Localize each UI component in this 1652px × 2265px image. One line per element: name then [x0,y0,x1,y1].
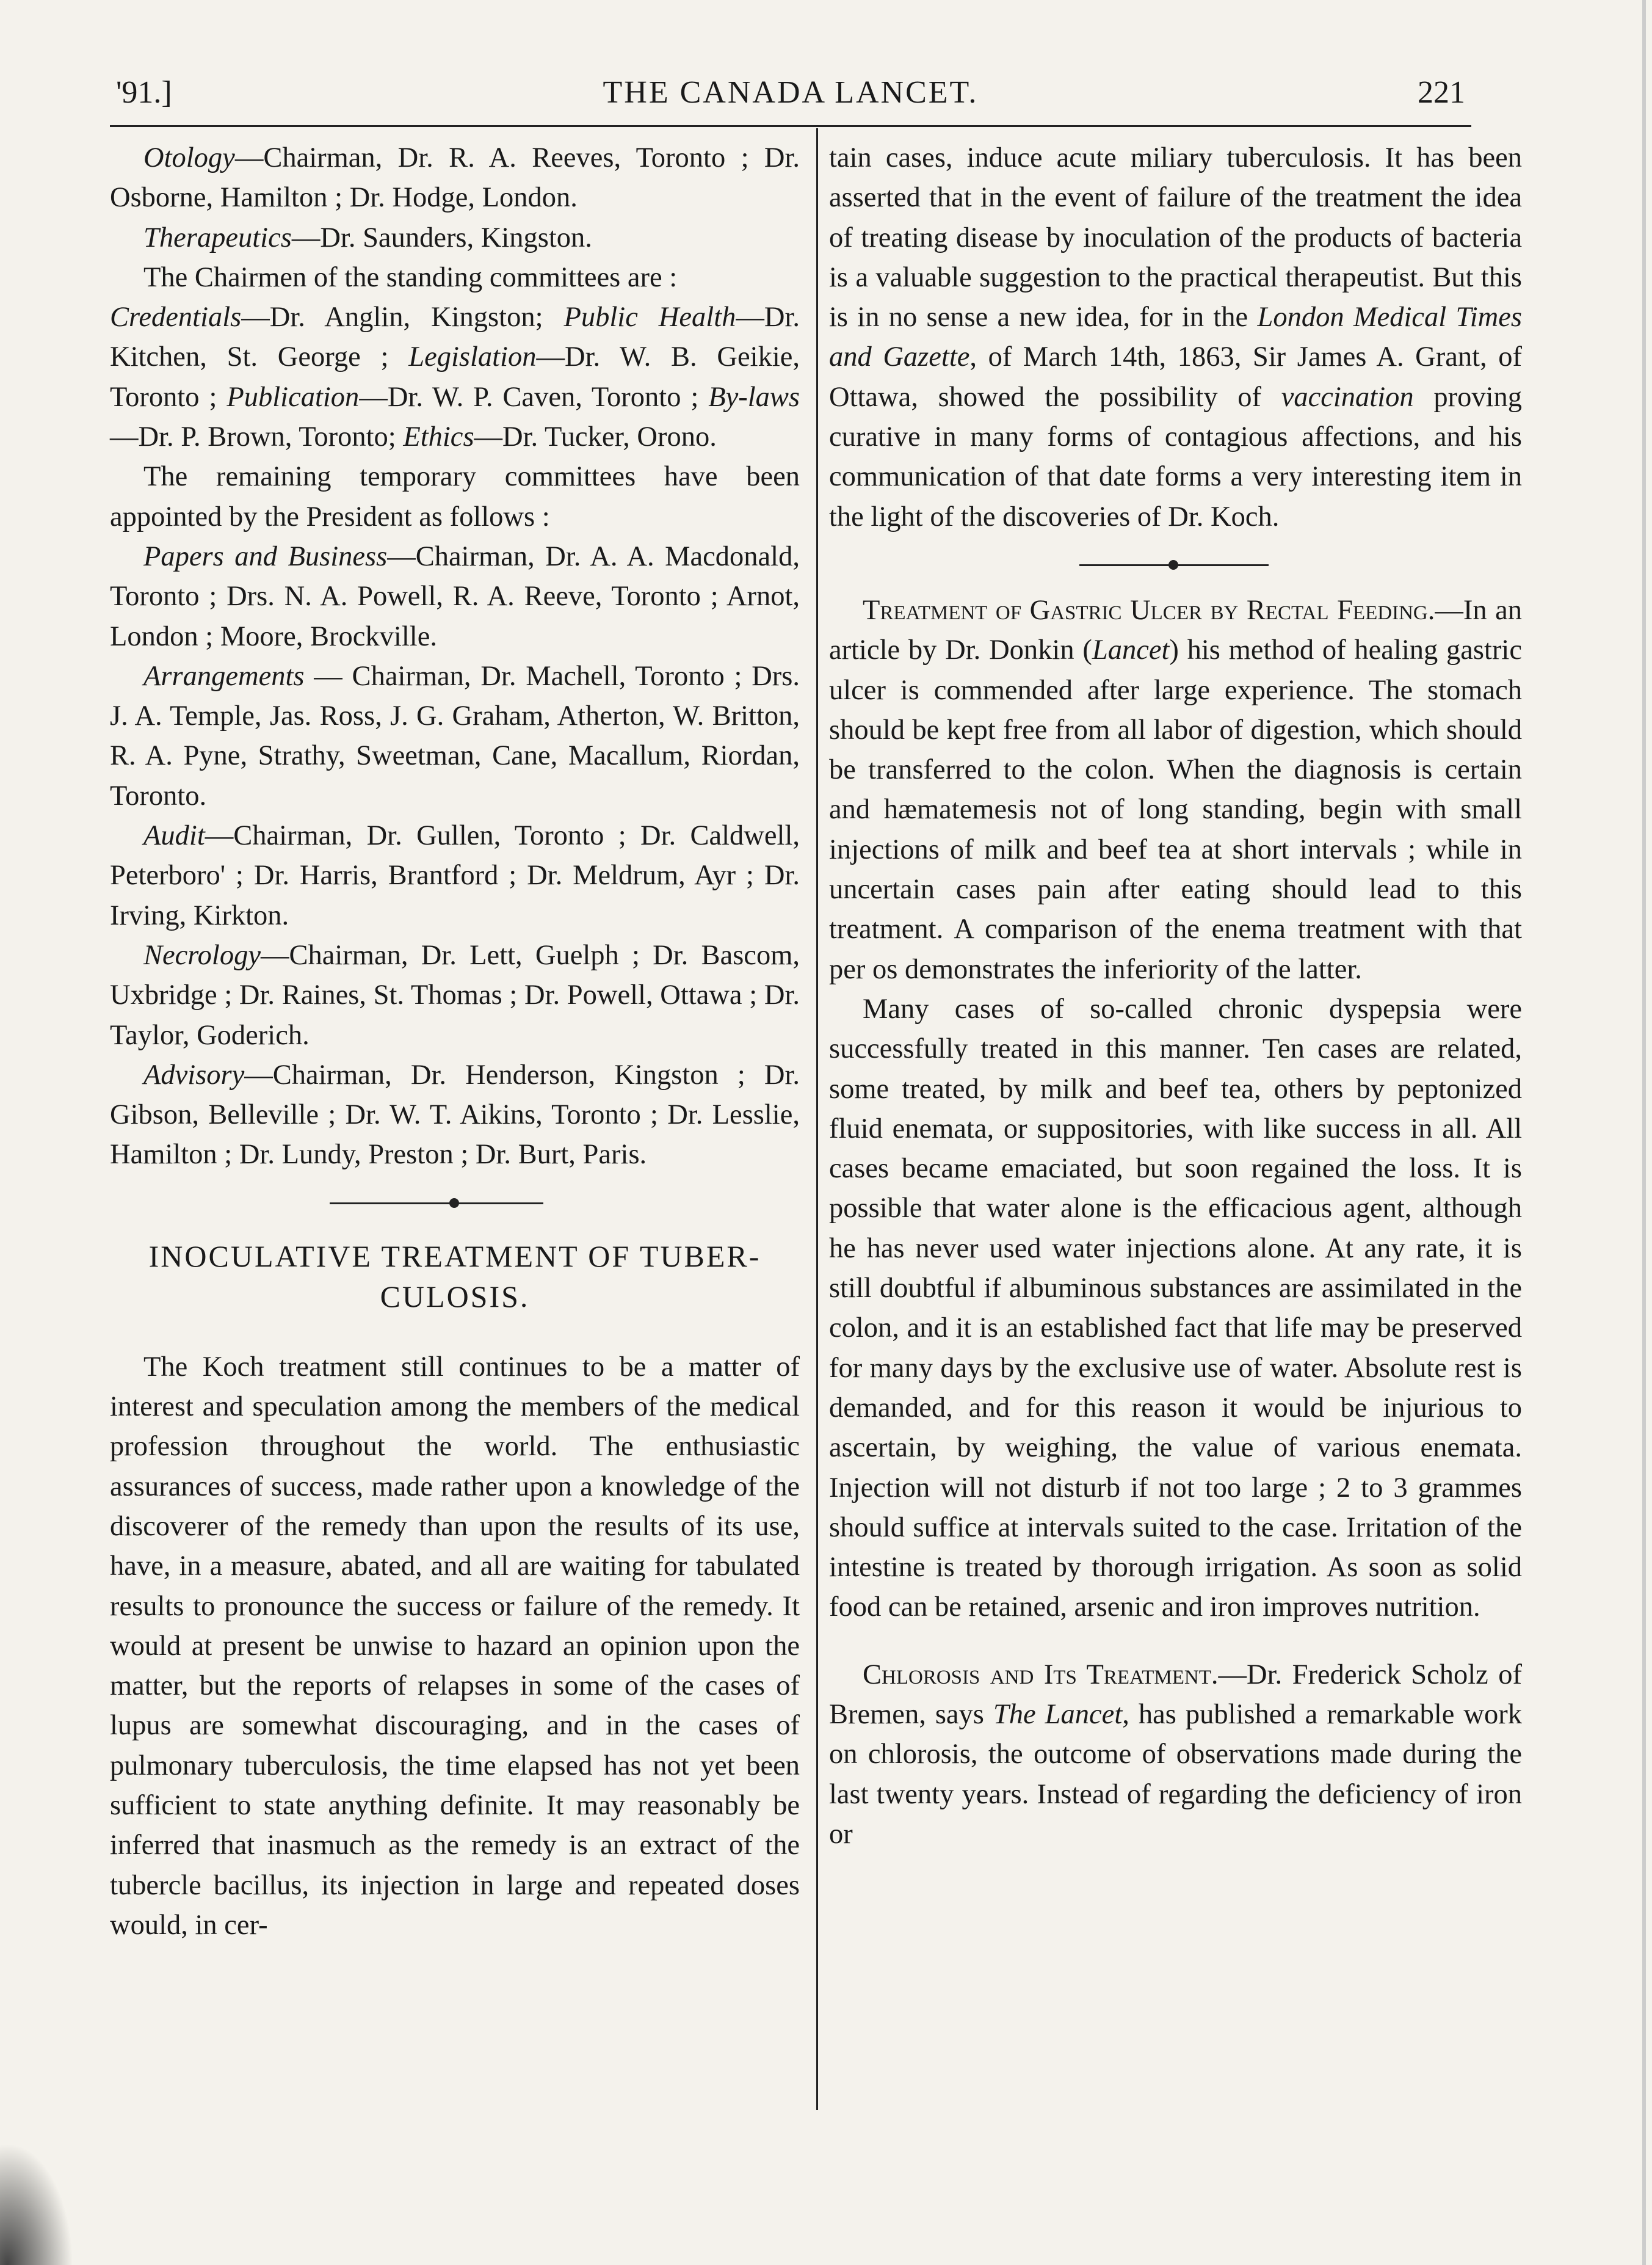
left-column [110,138,800,1945]
necrology-entry: Necrology—Chairman, Dr. Lett, Guelph ; Dr. Bascom, Uxbridge ; Dr. Raines, St. Thomas ; Dr. Powell, Ottawa ; Dr. Taylor, Goderich. [110,939,800,1051]
standing-committees-intro: The Chairmen of the standing committees are : [143,261,678,293]
running-header [116,75,1465,117]
gastric-ulcer-heading: Treatment of Gastric Ulcer by Rectal Feeding. [863,594,1435,626]
advisory-entry: Advisory—Chairman, Dr. Henderson, Kingston ; Dr. Gibson, Belleville ; Dr. W. T. Aikins, Toronto ; Dr. Lesslie, Hamilton ; Dr. Lundy, Preston ; Dr. Burt, Paris. [110,1059,800,1171]
standing-committees-list: Credentials—Dr. Anglin, Kingston; Public Health—Dr. Kitchen, St. George ; Legislation—Dr. W. B. Geikie, Toronto ; Publication—Dr. W. P. Caven, Toronto ; By-laws—Dr. P. Brown, Toronto; Ethics—Dr. Tucker, Orono. [110,302,800,453]
column-rule [816,128,818,2110]
chlorosis-heading: Chlorosis and Its Treatment. [863,1659,1219,1690]
section-divider [110,1183,800,1224]
article-heading: INOCULATIVE TREATMENT OF TUBER- CULOSIS. [148,1238,761,1314]
papers-entry: Papers and Business—Chairman, Dr. A. A. Macdonald, Toronto ; Drs. N. A. Powell, R. A. Reeve, Toronto ; Arnot, London ; Moore, Brockville. [110,540,800,652]
chlorosis-section: Chlorosis and Its Treatment.—Dr. Frederick Scholz of Bremen, says The Lancet, has published a remarkable work on chlorosis, the outcome of observations made during the last twenty years. Instead of regarding the deficiency of iron or [829,1659,1522,1850]
journal-title: THE CANADA LANCET. [603,75,979,110]
gastric-ulcer-para2: Many cases of so-called chronic dyspepsia were successfully treated in this manner. Ten cases are related, some treated, by milk and beef tea, others by peptonized fluid enemata, or suppositories, with like success in all. All cases became emaciated, but soon regained the loss. It is possible that water alone is the efficacious agent, although he has never used water injections alone. At any rate, it is still doubtful if albuminous substances are assimilated in the colon, and it is an established fact that life may be preserved for many days by the exclusive use of water. Absolute rest is demanded, and for this reason it would be injurious to ascertain, by weighing, the value of various enemata. Injection will not disturb if not too large ; 2 to 3 grammes should suffice at intervals suited to the case. Irritation of the intestine is treated by thorough irrigation. As soon as solid food can be retained, arsenic and iron improves nutrition. [829,993,1522,1623]
page-number: 221 [1418,75,1465,110]
header-year: '91.] [116,75,172,110]
audit-entry: Audit—Chairman, Dr. Gullen, Toronto ; Dr. Caldwell, Peterboro' ; Dr. Harris, Brantford ; Dr. Meldrum, Ayr ; Dr. Irving, Kirkton. [110,820,800,931]
therapeutics-entry: Therapeutics—Dr. Saunders, Kingston. [143,222,592,253]
page-edge-smudge [0,2143,73,2265]
page-edge [1642,0,1646,2265]
arrangements-entry: Arrangements — Chairman, Dr. Machell, Toronto ; Drs. J. A. Temple, Jas. Ross, J. G. Graham, Atherton, W. Britton, R. A. Pyne, Strathy, Sweetman, Cane, Macallum, Riordan, Toronto. [110,660,800,812]
header-rule [110,125,1471,127]
section-divider [829,545,1522,586]
article-body: The Koch treatment still continues to be a matter of interest and speculation among the members of the medical profession throughout the world. The enthusiastic assurances of success, made rather upon a knowledge of the discoverer of the remedy than upon the results of its use, have, in a measure, abated, and all are waiting for tabulated results to pronounce the success or failure of the remedy. It would at present be unwise to hazard an opinion upon the matter, but the reports of relapses in some of the cases of lupus are somewhat discouraging, and in the cases of pulmonary tuberculosis, the time elapsed has not yet been sufficient to state anything definite. It may reasonably be inferred that inasmuch as the remedy is an extract of the tubercle bacillus, its injection in large and repeated doses would, in cer- [110,1351,800,1941]
gastric-ulcer-section: Treatment of Gastric Ulcer by Rectal Feeding.—In an article by Dr. Donkin (Lancet) his method of healing gastric ulcer is commended after large experience. The stomach should be kept free from all labor of digestion, which should be transferred to the colon. When the diagnosis is certain and hæmatemesis not of long standing, begin with small injections of milk and beef tea at short intervals ; while in uncertain cases pain after eating should lead to this treatment. A comparison of the enema treatment with that per os demonstrates the inferiority of the latter. [829,594,1523,985]
right-column [829,138,1522,1854]
temporary-committees-intro: The remaining temporary committees have been appointed by the President as follows : [110,461,800,533]
article-continuation: tain cases, induce acute miliary tuberculosis. It has been asserted that in the event of failure of the treatment the idea of treating disease by inoculation of the products of bacteria is a valuable suggestion to the practical therapeutist. But this is in no sense a new idea, for in the London Medical Times and Gazette, of March 14th, 1863, Sir James A. Grant, of Ottawa, showed the possibility of vaccination proving curative in many forms of contagious affections, and his communication of that date forms a very interesting item in the light of the discoveries of Dr. Koch. [829,142,1522,533]
otology-entry: Otology—Chairman, Dr. R. A. Reeves, Toronto ; Dr. Osborne, Hamilton ; Dr. Hodge, London. [110,142,800,214]
